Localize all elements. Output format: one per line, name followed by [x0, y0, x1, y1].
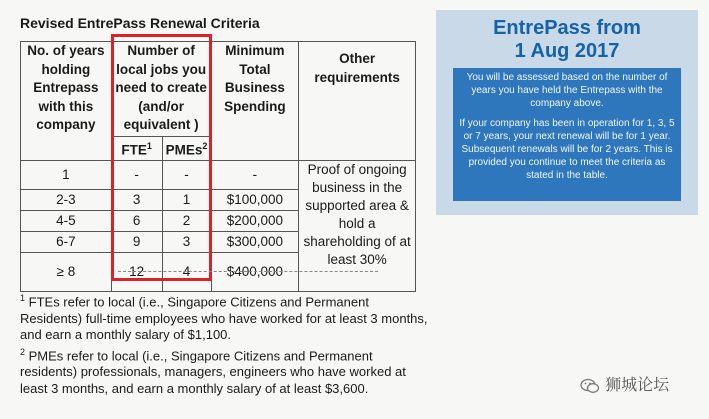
pmes-cell: 4	[162, 253, 211, 292]
header-spending: Minimum Total Business Spending	[211, 42, 299, 161]
spending-cell: $300,000	[211, 232, 299, 253]
panel-title-line-1: EntrePass from	[493, 17, 641, 39]
footnote-2-mark: 2	[20, 346, 26, 357]
footnotes	[20, 290, 430, 397]
renewal-criteria-table	[20, 41, 416, 292]
header-years: No. of years holding Entrepass with this company	[21, 42, 112, 161]
other-requirements-cell: Proof of ongoing business in the supported area & hold a shareholding of at least 30%	[299, 161, 416, 292]
entrepass-info-panel	[436, 10, 698, 215]
pmes-cell: 3	[162, 232, 211, 253]
fte-cell: 6	[111, 211, 162, 232]
page-cut-line	[118, 271, 378, 272]
panel-info-box	[453, 68, 681, 201]
panel-paragraph-2: If your company has been in operation for 1, 3, 5 or 7 years, your next renewal will be for 1 year. Subsequent renewals will be for 2 years. This is provided you continue to meet the criteria as stated in the table.	[459, 118, 675, 181]
pmes-cell: 2	[162, 211, 211, 232]
fte-cell: 3	[111, 190, 162, 211]
years-cell: 1	[21, 161, 112, 190]
spending-cell: $100,000	[211, 190, 299, 211]
fte-cell: 12	[111, 253, 162, 292]
header-fte	[111, 137, 162, 161]
spending-cell: -	[211, 161, 299, 190]
footnote-1	[20, 290, 430, 344]
footnote-2-text: PMEs refer to local (i.e., Singapore Citizens and Permanent residents) professionals, managers, engineers who have worked at least 3 months, and earn a monthly salary of at least $3,600.	[20, 347, 406, 396]
fte-cell: 9	[111, 232, 162, 253]
years-cell: 2-3	[21, 190, 112, 211]
years-cell: 6-7	[21, 232, 112, 253]
pmes-cell: 1	[162, 190, 211, 211]
footnote-1-text: FTEs refer to local (i.e., Singapore Citizens and Permanent Residents) full-time employees who have worked for at least 3 months, and earn a monthly salary of $1,100.	[20, 294, 428, 343]
header-fte-label: FTE	[121, 142, 147, 158]
header-local-jobs: Number of local jobs you need to create (and/or equivalent )	[111, 42, 211, 137]
years-cell: 4-5	[21, 211, 112, 232]
spending-cell: $200,000	[211, 211, 299, 232]
header-pmes	[162, 137, 211, 161]
header-other-requirements: Other requirements	[299, 42, 416, 161]
panel-paragraph-1: You will be assessed based on the number of years you have held the Entrepass with the company above.	[466, 72, 668, 109]
years-cell: ≥ 8	[21, 253, 112, 292]
header-fte-footnote-mark: 1	[146, 141, 152, 151]
watermark-text: 狮城论坛	[605, 375, 670, 394]
document-title: Revised EntrePass Renewal Criteria	[20, 15, 260, 31]
panel-title-line-2: 1 Aug 2017	[514, 40, 620, 62]
footnote-2	[20, 344, 430, 398]
table-row	[21, 161, 416, 190]
panel-title	[436, 17, 698, 63]
spending-cell: $400,000	[211, 253, 299, 292]
footnote-1-mark: 1	[20, 293, 26, 303]
table-header-row	[21, 42, 416, 137]
pmes-cell: -	[162, 161, 211, 190]
header-pmes-label: PMEs	[165, 142, 203, 158]
wechat-icon	[580, 378, 600, 394]
fte-cell: -	[111, 161, 162, 190]
header-pmes-footnote-mark: 2	[202, 141, 208, 151]
watermark	[580, 372, 669, 395]
